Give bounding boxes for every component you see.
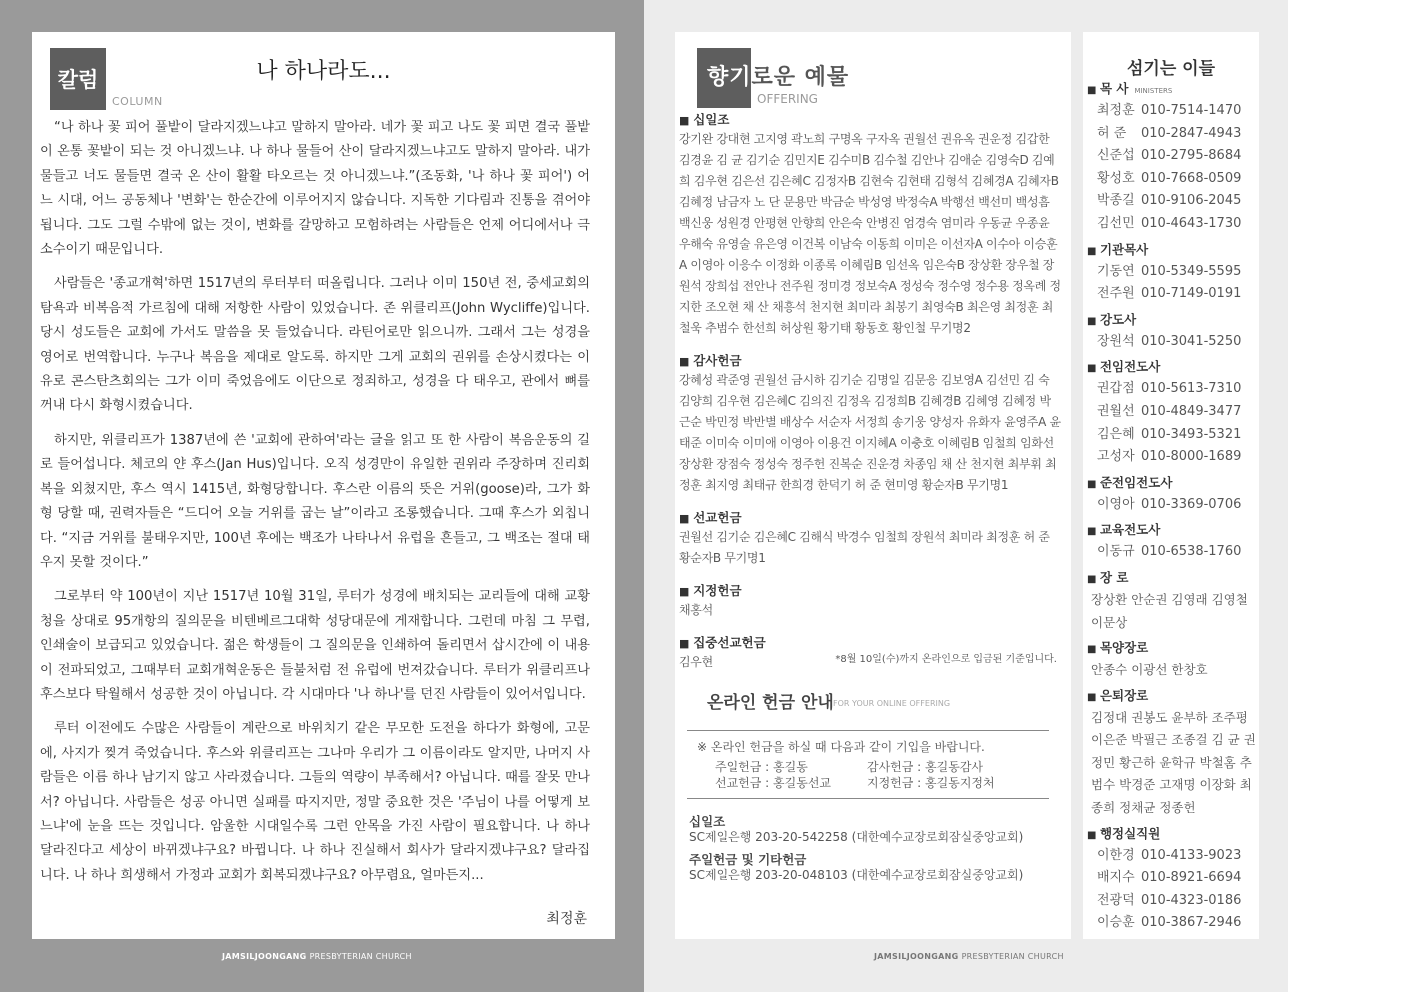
online-offering-example: 주일헌금 : 홍길동 [715, 760, 808, 774]
online-offering-example: 감사헌금 : 홍길동감사 [867, 760, 984, 774]
online-offering-row [715, 758, 983, 775]
minister-row: 고성자 010-8000-1689 [1097, 449, 1242, 465]
elder-group-title: ■ 은퇴장로 [1087, 685, 1257, 707]
minister-group-title: ■ 강도사 [1087, 309, 1257, 331]
staff-row: 이승훈 010-3867-2946 [1097, 915, 1242, 931]
footer-right: JAMSILJOONGANG PRESBYTERIAN CHURCH [874, 952, 1064, 961]
offering-note: *8월 10일(수)까지 온라인으로 입금된 기준입니다. [835, 654, 1057, 665]
offering-section-names: 권월선 김기순 김은혜C 김해식 박경수 임철희 장원석 최미라 최정훈 허 준 황순자B 무기명1 [679, 530, 1050, 565]
offering-section-title: ■ 집중선교헌금 [679, 633, 1061, 651]
offering-section-names: 김우현 [679, 655, 713, 669]
staff-row: 전광덕 010-4323-0186 [1097, 892, 1242, 908]
staff-group-title: ■ 행정실직원 [1087, 823, 1257, 845]
account-title: 주일헌금 및 기타헌금 [689, 852, 807, 867]
minister-row: 김은혜 010-3493-5321 [1097, 426, 1242, 442]
column-subtitle: COLUMN [112, 95, 163, 108]
minister-row: 기동연 010-5349-5595 [1097, 263, 1242, 279]
offering-section-names: 강기완 강대현 고지영 곽노희 구명옥 구자옥 권월선 권유옥 권운정 김갑한 김경윤 김 균 김기순 김민지E 김수미B 김수철 김안나 김애순 김영숙D 김예희 김우현 김은선 김은혜C 김정자B 김현숙 김현태 김형석 김혜경A 김혜자B 김혜정 남금자 노 단 문용만 박금순 박성영 박정숙A 박행선 백선미 백성흠 백신웅 성원경 안평현 안향희 안은숙 안병진 엄경숙 염미라 우동균 우종윤 우해숙 유영술 유은영 이건복 이남숙 이동희 이미은 이선자A 이수아 이승훈A 이영아 이응수 이정화 이종록 이혜림B 임선옥 임은숙B 장상환 장우철 장원석 장희섭 전안나 전주원 정미경 정보숙A 정성숙 정수영 정수용 정옥례 정지한 조오현 채 산 채흥석 천지현 최미라 최봉기 최영숙B 최은영 최정훈 최철욱 추범수 한선희 허상원 황기태 황동호 황인철 무기명2 [679, 132, 1061, 335]
offering-title-rest: 로운 예물 [751, 65, 850, 90]
offering-card [675, 32, 1071, 939]
minister-group-title: ■ 목 사 MINISTERS [1087, 78, 1257, 100]
minister-row: 최정훈 010-7514-1470 [1097, 103, 1242, 118]
column-paragraph: 하지만, 위클리프가 1387년에 쓴 '교회에 관하여'라는 글을 읽고 또 한 사람이 복음운동의 길로 들어섭니다. 체코의 얀 후스(Jan Hus)입니다. 오직 성경만이 유일한 권위라 주장하며 진리회복을 외쳤지만, 후스 역시 1415년, 화형당합니다. 후스란 이름의 뜻은 거위(goose)라, 그가 화형 당할 때, 권력자들은 “드디어 오늘 거위를 굽는 날”이라고 조롱했습니다. 그때 후스가 외칩니다. “지금 거위를 불태우지만, 100년 후에는 백조가 나타나서 유럽을 흔들고, 그 백조는 절대 태우지 못할 것이다.” [40, 432, 590, 570]
online-offering-intro: ※ 온라인 헌금을 하실 때 다음과 같이 기입을 바랍니다. [697, 740, 985, 754]
divider [687, 730, 1049, 731]
minister-row: 권월선 010-4849-3477 [1097, 403, 1242, 419]
online-offering-example: 지정헌금 : 홍길동지정처 [867, 776, 995, 790]
minister-row: 이동규 010-6538-1760 [1097, 544, 1242, 560]
account-value: SC제일은행 203-20-542258 (대한예수교장로회잠실중앙교회) [689, 830, 1024, 844]
minister-row: 신준섭 010-2795-8684 [1097, 148, 1242, 164]
staff-row: 배지수 010-8921-6694 [1097, 870, 1242, 886]
column-author: 최정훈 [546, 911, 587, 927]
offering-section-names: 강혜성 곽준영 권월선 금시하 김기순 김명일 김문응 김보영A 김선민 김 숙 김양희 김우현 김은혜C 김의진 김정옥 김정희B 김혜경B 김혜영 김혜정 박근순 박민정 박반별 배상수 서순자 서정희 송기웅 양성자 유화자 윤영주A 윤태준 이미숙 이미애 이영아 이용건 이지혜A 이충호 이혜림B 임철희 임화선 장상환 장점숙 정성숙 정주헌 진복순 진운경 차종임 채 산 천지현 최부휘 최정훈 최지영 최태규 한희경 한덕기 허 준 현미영 황순자B 무기명1 [679, 373, 1061, 492]
offering-section-title: ■ 지정헌금 [679, 581, 1061, 599]
column-paragraph: 사람들은 '종교개혁'하면 1517년의 루터부터 떠올립니다. 그러나 이미 150년 전, 중세교회의 탐욕과 비복음적 가르침에 대해 저항한 사람이 있었습니다. 존 위클리프(John Wycliffe)입니다. 당시 성도들은 교회에 가서도 말씀을 못 들었습니다. 라틴어로만 읽으니까. 그래서 그는 성경을 영어로 번역합니다. 누구나 복음을 제대로 알도록. 하지만 그게 교회의 권위를 손상시켰다는 이유로 콘스탄츠회의는 그가 이미 죽었음에도 이단으로 정죄하고, 성경을 다 태우고, 관에서 뼈를 꺼내 다시 화형시켰습니다. [40, 276, 590, 414]
column-paragraph: “나 하나 꽃 피어 풀밭이 달라지겠느냐고 말하지 말아라. 네가 꽃 피고 나도 꽃 피면 결국 풀밭이 온통 꽃밭이 되는 것 아니겠느냐. 나 하나 물들어 산이 달라지겠느냐고도 말하지 말아라. 내가 물들고 너도 물들면 결국 온 산이 활활 타오르는 것 아니겠느냐.”(조동화, '나 하나 꽃 피어') 어느 시대, 어느 공동체나 '변화'는 한순간에 이루어지지 않습니다. 지독한 기다림과 진통을 겪어야 됩니다. 그도 그럴 수밖에 없는 것이, 변화를 갈망하고 모험하려는 사람들은 언제 어디에서나 극소수이기 때문입니다. [40, 120, 590, 258]
offering-subtitle: OFFERING [757, 92, 818, 106]
minister-row: 허 준 010-2847-4943 [1097, 125, 1242, 141]
minister-row: 권갑점 010-5613-7310 [1097, 381, 1242, 397]
offering-title-highlight: 향기 [707, 65, 752, 90]
account-value: SC제일은행 203-20-048103 (대한예수교장로회잠실중앙교회) [689, 868, 1024, 882]
staff-row: 이한경 010-4133-9023 [1097, 847, 1242, 863]
elder-group-title: ■ 목양장로 [1087, 637, 1257, 659]
elder-group-names: 안종수 이광선 한창호 [1091, 662, 1208, 678]
minister-group-title: ■ 준전임전도사 [1087, 472, 1257, 494]
elder-group-names: 장상환 안순권 김영래 김영철 이문상 [1091, 591, 1248, 630]
account-title: 십일조 [689, 814, 726, 829]
elder-group-names: 김정대 권봉도 윤부하 조주평 이은준 박필근 조종걸 김 균 권정민 황근하 윤학규 박철홈 추범수 박경준 고재명 이장화 최종희 정채균 정종헌 [1091, 709, 1256, 816]
minister-group-title: ■ 기관목사 [1087, 239, 1257, 261]
ministers-list [1087, 78, 1257, 935]
offering-section-title: ■ 감사헌금 [679, 351, 1061, 369]
ministers-card [1083, 32, 1259, 939]
minister-row: 황성호 010-7668-0509 [1097, 170, 1242, 186]
column-card [32, 32, 615, 939]
offering-section-names: 채홍석 [679, 603, 713, 617]
column-paragraph: 루터 이전에도 수많은 사람들이 계란으로 바위치기 같은 무모한 도전을 하다가 화형에, 고문에, 사지가 찢겨 죽었습니다. 후스와 위클리프는 그나마 우리가 그 이름이라도 알지만, 나머지 사람들은 이름 하나 남기지 않고 사라졌습니다. 그들의 역량이 부족해서? 아닙니다. 때를 잘못 만나서? 아닙니다. 사람들은 성공 아니면 실패를 따지지만, 정말 중요한 것은 '주님이 나를 어떻게 보느냐'에 눈을 뜨는 것입니다. 암울한 시대일수록 그런 안목을 가진 사람이 필요합니다. 나 하나 달라진다고 세상이 바뀌겠냐구요? 바뀝니다. 나 하나 진실해서 회사가 달라지겠냐구요? 달라집니다. 나 하나 희생해서 가정과 교회가 회복되겠냐구요? 아무렴요, 얼마든지... [40, 721, 590, 883]
offering-title [707, 60, 849, 91]
footer-left: JAMSILJOONGANG PRESBYTERIAN CHURCH [222, 952, 412, 961]
column-paragraph: 그로부터 약 100년이 지난 1517년 10월 31일, 루터가 성경에 배치되는 교리들에 대해 교황청을 상대로 95개항의 질의문을 비텐베르그대학 성당대문에 게재합니다. 그런데 마침 그 무렵, 인쇄술이 보급되고 있었습니다. 젊은 학생들이 그 질의문을 인쇄하여 돌리면서 삽시간에 이 내용이 전파되었고, 그때부터 교회개혁운동은 들불처럼 전 유럽에 번져갔습니다. 루터가 위클리프나 후스보다 탁월해서 성공한 것이 아닙니다. 각 시대마다 '나 하나'를 던진 사람들이 있어서입니다. [40, 589, 590, 702]
online-offering-subtitle: FOR YOUR ONLINE OFFERING [833, 699, 951, 708]
divider [687, 798, 1049, 799]
offering-section-title: ■ 선교헌금 [679, 508, 1061, 526]
minister-row: 김선민 010-4643-1730 [1097, 215, 1242, 231]
column-body [40, 116, 590, 898]
online-offering-title: 온라인 헌금 안내 [707, 693, 834, 713]
minister-row: 이영아 010-3369-0706 [1097, 496, 1242, 512]
minister-row: 박종길 010-9106-2045 [1097, 193, 1242, 209]
online-offering-example: 선교헌금 : 홍길동선교 [715, 776, 832, 790]
elder-group-title: ■ 장 로 [1087, 567, 1257, 589]
minister-group-en: MINISTERS [1134, 87, 1173, 95]
ministers-title: 섬기는 이들 [1126, 59, 1216, 79]
column-title: 나 하나라도... [256, 59, 391, 84]
minister-row: 장원석 010-3041-5250 [1097, 333, 1242, 349]
offering-list [679, 110, 1061, 685]
online-offering-row [715, 774, 995, 791]
minister-group-title: ■ 전임전도사 [1087, 356, 1257, 378]
column-tag: 칼럼 [50, 48, 106, 110]
offering-section-title: ■ 십일조 [679, 110, 1061, 128]
minister-row: 전주원 010-7149-0191 [1097, 286, 1242, 302]
minister-group-title: ■ 교육전도사 [1087, 519, 1257, 541]
